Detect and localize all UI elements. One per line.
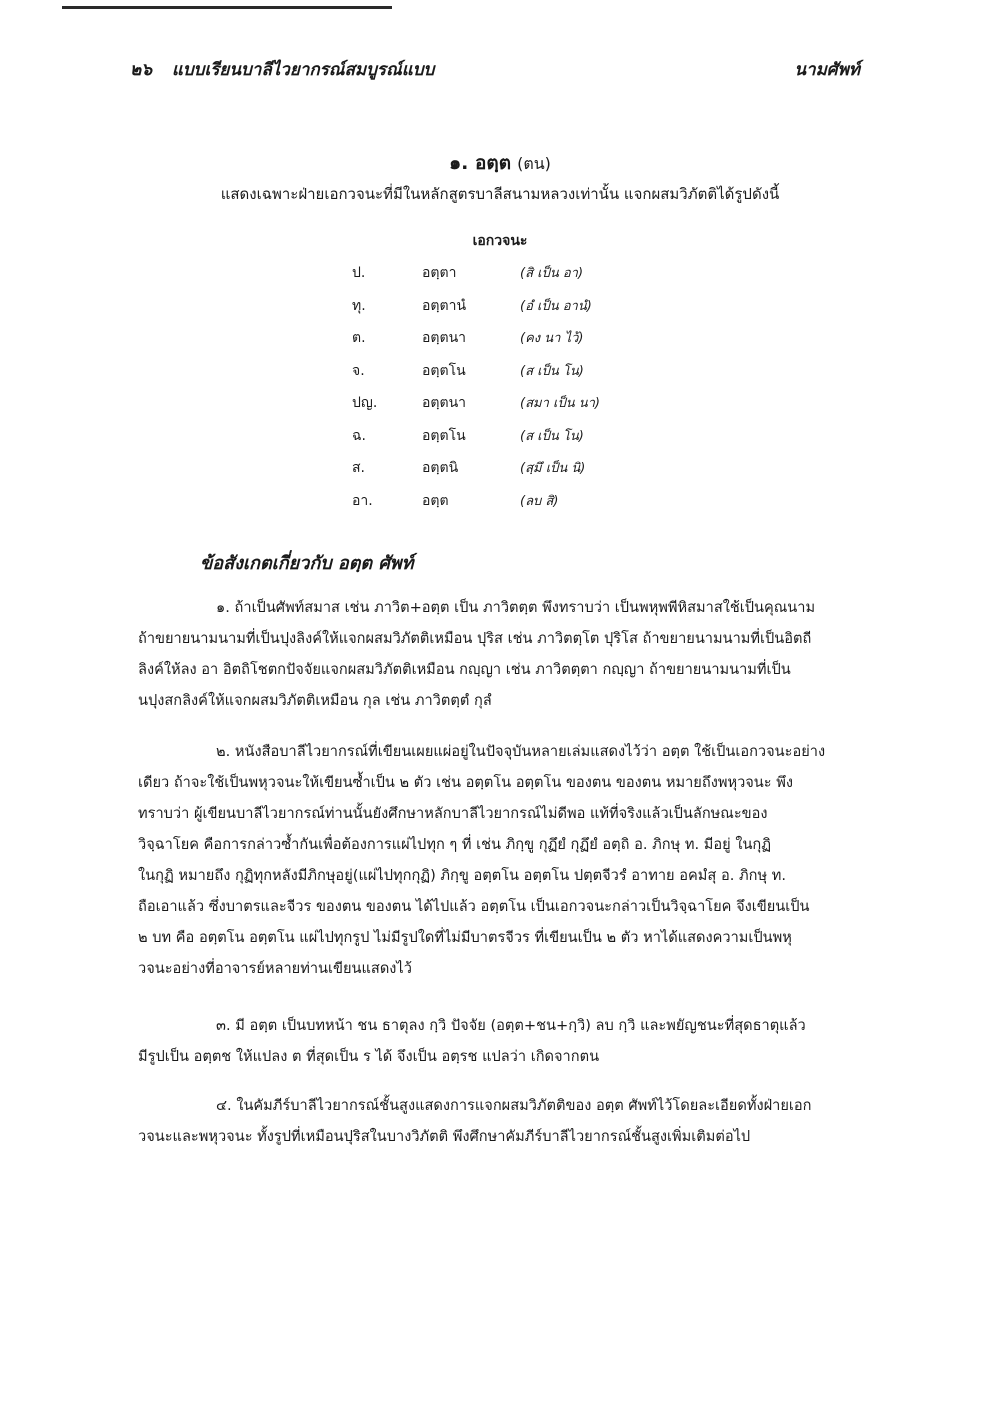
declension-row — [352, 388, 672, 421]
paragraph-line: ในกุฏิ หมายถึง กุฏิทุกหลังมีภิกษุอยู่(แผ่ไปทุกกุฏิ) ภิกฺขู อตฺตโน อตฺตโน ปตฺตจีวรํ อาทาย อคมํสุ อ. ภิกษุ ท. — [138, 867, 786, 884]
book-title: แบบเรียนบาลีไวยากรณ์สมบูรณ์แบบ — [171, 60, 435, 80]
paragraph-line: ลิงค์ให้ลง อา อิตถิโชตกปัจจัยแจกผสมวิภัตติเหมือน กญฺญา เช่น ภาวิตตฺตา กญฺญา ถ้าขยายนามนามที่เป็น — [138, 661, 791, 678]
inflected-form: อตฺตนา — [422, 330, 467, 346]
paragraph-line: นปุงสกลิงค์ให้แจกผสมวิภัตติเหมือน กุล เช่น ภาวิตตฺตํ กุลํ — [138, 692, 492, 709]
case-label: ป. — [352, 265, 366, 281]
inflected-form: อตฺตานํ — [422, 297, 467, 314]
case-label: ฉ. — [352, 427, 366, 444]
inflection-note: (สฺมึ เป็น นิ) — [520, 461, 586, 476]
entry-title-main: ๑. อตฺต — [449, 152, 512, 174]
paragraph-line: วิจฺฉาโยค คือการกล่าวซ้ำกันเพื่อต้องการแผ่ไปทุก ๆ ที่ เช่น ภิกฺขู กุฏึยํ กุฏึยํ อตฺถิ อ. ภิกษุ ท. มีอยู่ ในกุฏิ — [138, 836, 772, 853]
inflected-form: อตฺตา — [422, 265, 457, 281]
note-paragraph-2 — [138, 736, 862, 984]
inflection-note: (ลบ สิ) — [520, 493, 559, 509]
inflected-form: อตฺตโน — [422, 362, 466, 379]
entry-subtitle: แสดงเฉพาะฝ่ายเอกวจนะที่มีในหลักสูตรบาลีสนามหลวงเท่านั้น แจกผสมวิภัตติได้รูปดังนี้ — [220, 185, 780, 203]
paragraph-line: ถ้าขยายนามนามที่เป็นปุงลิงค์ให้แจกผสมวิภัตติเหมือน ปุริส เช่น ภาวิตตฺโต ปุริโส ถ้าขยายนามนามที่เป็นอิตถี — [138, 630, 812, 647]
section-title: นามศัพท์ — [794, 60, 860, 80]
notes-heading: ข้อสังเกตเกี่ยวกับ อตฺต ศัพท์ — [200, 553, 414, 574]
paragraph-line: มีรูปเป็น อตฺตช ให้แปลง ต ที่สุดเป็น ร ได้ จึงเป็น อตฺรช แปลว่า เกิดจากตน — [138, 1048, 600, 1065]
page-header — [130, 56, 860, 86]
paragraph-line: เดียว ถ้าจะใช้เป็นพหุวจนะให้เขียนซ้ำเป็น ๒ ตัว เช่น อตฺตโน อตฺตโน ของตน ของตน หมายถึงพหุวจนะ พึง — [138, 774, 794, 791]
inflection-note: (ส เป็น โน) — [520, 363, 584, 379]
declension-table — [352, 258, 672, 518]
declension-row — [352, 421, 672, 454]
note-paragraph-1 — [138, 592, 862, 716]
inflected-form: อตฺตนิ — [422, 460, 459, 476]
declension-row — [352, 258, 672, 291]
paragraph-line: ๒ บท คือ อตฺตโน อตฺตโน แผ่ไปทุกรูป ไม่มีรูปใดที่ไม่มีบาตรจีวร ที่เขียนเป็น ๒ ตัว หาได้แสดงความเป็นพหุ — [138, 929, 792, 946]
page-number: ๒๖ — [130, 60, 152, 80]
paragraph-line: ถือเอาแล้ว ซึ่งบาตรและจีวร ของตน ของตน ได้ไปแล้ว อตฺตโน เป็นเอกวจนะกล่าวเป็นวิจฺฉาโยค จึงเขียนเป็น — [138, 898, 810, 915]
scan-edge-bar — [62, 0, 392, 9]
entry-title — [0, 148, 1000, 178]
paragraph-line: ทราบว่า ผู้เขียนบาลีไวยากรณ์ท่านนั้นยังศึกษาหลักบาลีไวยากรณ์ไม่ดีพอ แท้ที่จริงแล้วเป็นลักษณะของ — [138, 805, 768, 822]
paragraph-line: วจนะและพหุวจนะ ทั้งรูปที่เหมือนปุริสในบางวิภัตติ พึงศึกษาคัมภีร์บาลีไวยากรณ์ชั้นสูงเพิ่มเติมต่อไป — [138, 1128, 751, 1145]
paragraph-line: ๔. ในคัมภีร์บาลีไวยากรณ์ชั้นสูงแสดงการแจกผสมวิภัตติของ อตฺต ศัพท์ไว้โดยละเอียดทั้งฝ่ายเอก — [216, 1097, 812, 1114]
paragraph-line: วจนะอย่างที่อาจารย์หลายท่านเขียนแสดงไว้ — [138, 960, 412, 977]
inflected-form: อตฺตโน — [422, 427, 466, 444]
case-label: ปญ. — [352, 395, 378, 411]
inflection-note: (สิ เป็น อา) — [520, 266, 584, 281]
note-paragraph-3 — [138, 1010, 862, 1072]
inflection-note: (ส เป็น โน) — [520, 428, 584, 444]
declension-row — [352, 453, 672, 486]
inflection-note: (คง นา ไว้) — [520, 331, 584, 346]
declension-row — [352, 486, 672, 519]
inflected-form: อตฺต — [422, 492, 449, 509]
paragraph-line: ๓. มี อตฺต เป็นบทหน้า ชน ธาตุลง กฺวิ ปัจจัย (อตฺต+ชน+กฺวิ) ลบ กฺวิ และพยัญชนะที่สุดธาตุแล้ว — [216, 1017, 806, 1034]
declension-row — [352, 291, 672, 324]
declension-row — [352, 323, 672, 356]
case-label: ต. — [352, 330, 366, 346]
case-label: อา. — [352, 492, 373, 509]
inflection-note: (อํ เป็น อานํ) — [520, 298, 592, 314]
case-label: จ. — [352, 362, 365, 379]
declension-heading: เอกวจนะ — [472, 233, 528, 249]
paragraph-line: ๑. ถ้าเป็นศัพท์สมาส เช่น ภาวิต+อตฺต เป็น ภาวิตตฺต พึงทราบว่า เป็นพหุพพีหิสมาสใช้เป็นคุณนาม — [216, 599, 816, 616]
note-paragraph-4 — [138, 1090, 862, 1152]
entry-title-gloss: (ตน) — [517, 154, 551, 173]
header-left — [130, 56, 434, 83]
declension-row — [352, 356, 672, 389]
inflected-form: อตฺตนา — [422, 395, 467, 411]
paragraph-line: ๒. หนังสือบาลีไวยากรณ์ที่เขียนเผยแผ่อยู่ในปัจจุบันหลายเล่มแสดงไว้ว่า อตฺต ใช้เป็นเอกวจนะอย่าง — [216, 743, 826, 760]
case-label: ทุ. — [352, 297, 366, 314]
inflection-note: (สมา เป็น นา) — [520, 396, 600, 411]
case-label: ส. — [352, 460, 365, 476]
